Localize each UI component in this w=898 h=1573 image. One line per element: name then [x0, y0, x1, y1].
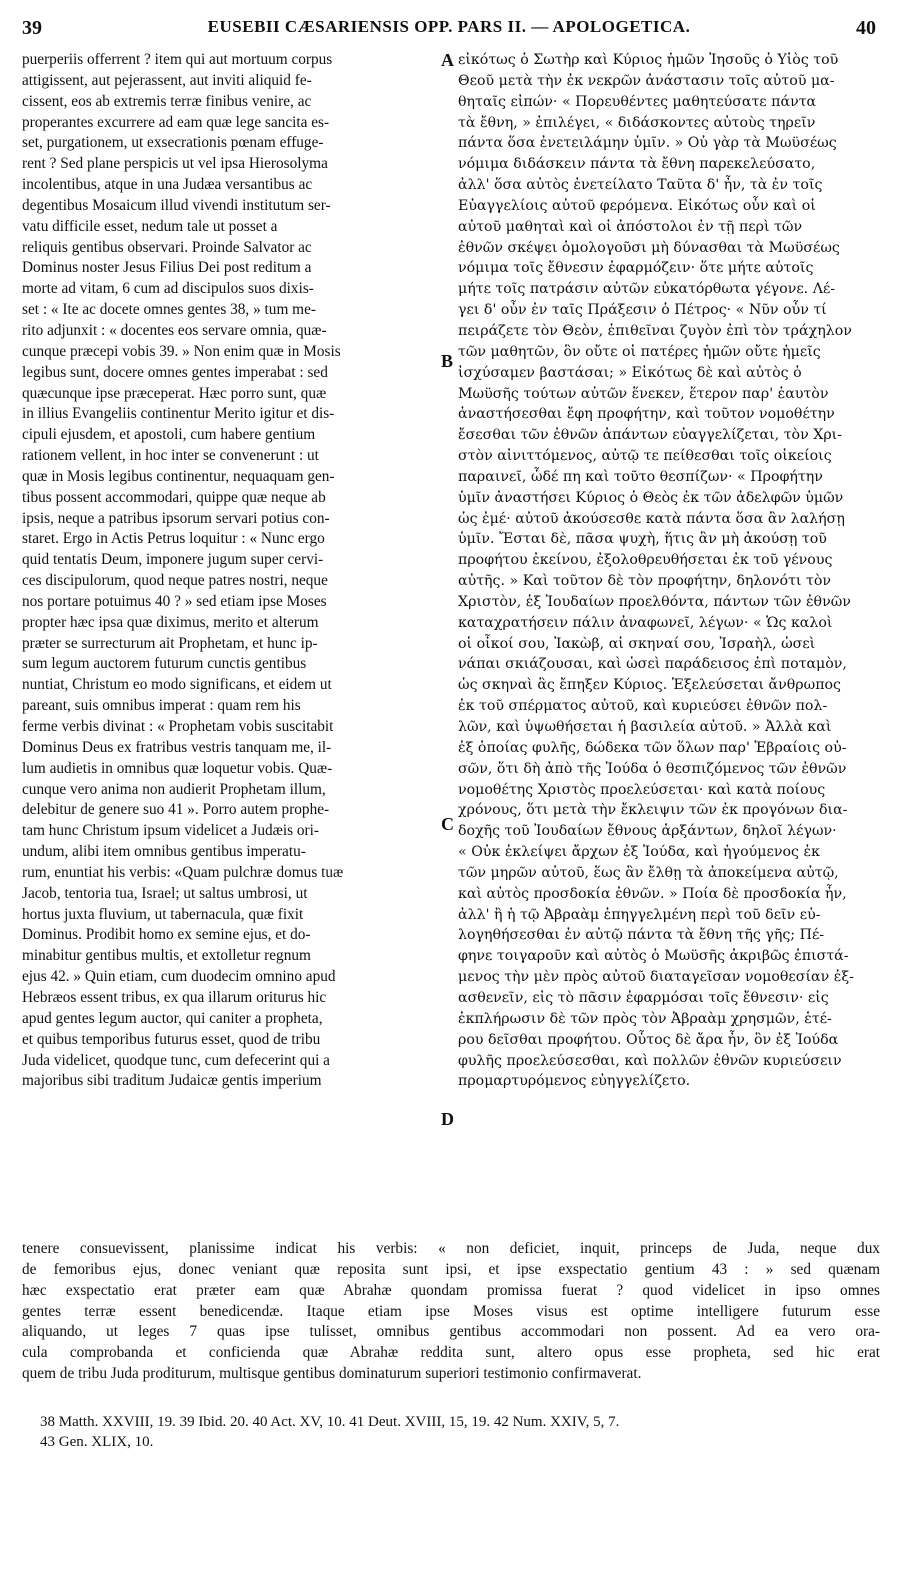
greek-text-line: γει δ' οὖν ἐν ταῖς Πράξεσιν ὁ Πέτρος· « Νῦν οὖν τί [458, 302, 827, 319]
latin-text-line: Hebræos essent tribus, ex qua illarum oriturus hic [22, 988, 327, 1006]
latin-text-line: in illius Evangeliis continentur Merito igitur et dis- [22, 405, 335, 423]
full-width-text-line: tenere consuevissent, planissime indicat his verbis: « non deficiet, inquit, princeps de Juda, neque dux [22, 1240, 880, 1257]
latin-text-line: hortus juxta fluvium, ut tabernacula, quæ fixit [22, 905, 304, 923]
margin-marker-c: C [441, 814, 454, 834]
full-width-text [22, 1239, 880, 1385]
greek-text-line: δοχῆς τοῦ Ἰουδαίων ἔθνους ἀρξάντων, δηλοῖ λέγων· [458, 823, 837, 840]
greek-text-line: νόμιμα διδάσκειν πάντα τὰ ἔθνη παρεκελεύσατο, [458, 156, 816, 173]
greek-text-line: ἰσχύσαμεν βαστάσαι; » Εἰκότως δὲ καὶ αὐτὸς ὁ [458, 364, 802, 381]
greek-text-line: ἔσεσθαι τῶν ἐθνῶν ἁπάντων εὐαγγελίζεται, τὸν Χρι- [458, 427, 843, 444]
greek-text-line: ὡς σκηναὶ ἃς ἔπηξεν Κύριος. Ἐξελεύσεται ἄνθρωπος [458, 677, 842, 694]
latin-column [22, 50, 440, 1092]
footnote-line: 43 Gen. XLIX, 10. [40, 1434, 154, 1450]
latin-text-line: propter hæc ipsa quæ diximus, merito et alterum [22, 613, 319, 631]
greek-text-line: ἐκ τοῦ σπέρματος αὐτοῦ, καὶ κυριεύσει ἐθνῶν πολ- [458, 698, 828, 715]
latin-text-line: rito adjunxit : « docentes eos servare omnia, quæ- [22, 321, 327, 339]
greek-text-line: ἀναστήσεσθαι ἔφη προφήτην, καὶ τοῦτον νομοθέτην [458, 406, 835, 423]
margin-marker-a: A [441, 50, 454, 70]
latin-text-line: apud gentes legum auctor, qui caniter a propheta, [22, 1009, 323, 1027]
latin-text-line: tibus possent accommodari, quippe quæ neque ab [22, 488, 326, 506]
latin-text-line: nuntiat, Christum eo modo significans, et eidem ut [22, 676, 332, 694]
full-width-text-line: aliquando, ut leges 7 quas ipse tulisset, omnibus gentibus accommodari non possent. Ad ea vero ora- [22, 1323, 880, 1341]
latin-text-line: morte ad vitam, 6 cum ad discipulos suos dixis- [22, 280, 314, 298]
latin-text-line: cipuli ejusdem, et apostoli, cum habere gentium [22, 426, 316, 444]
greek-text-line: τῶν μαθητῶν, ὃν οὔτε οἱ πατέρες ἡμῶν οὔτε ἡμεῖς [458, 343, 821, 360]
latin-text-line: Juda videlicet, quodque tunc, cum defecerint qui a [22, 1051, 330, 1069]
greek-text-line: στὸν αἰνιττόμενος, αὐτῷ τε πείθεσθαι τοῖς οἰκείοις [458, 448, 832, 465]
greek-text-line: χρόνους, ὅτι μετὰ τὴν ἔκλειψιν τῶν ἐκ προγόνων δια- [458, 802, 848, 819]
latin-text-line: vatu difficile esset, nedum tale ut posset a [22, 217, 278, 235]
latin-text-line: Dominus. Prodibit homo ex semine ejus, et do- [22, 926, 311, 944]
full-width-text-line: hæc exspectatio erat præter eam quæ Abrahæ quondam promissa fuerat ? quod videlicet in ipso omnes [22, 1281, 880, 1299]
greek-text-line: ἐθνῶν σκέψει ὁμολογοῦσι μὴ δύνασθαι τὰ Μωϋσέως [458, 239, 840, 256]
greek-text-line: πειράζετε τὸν Θεὸν, ἐπιθεῖναι ζυγὸν ἐπὶ τὸν τράχηλον [458, 322, 852, 339]
greek-text-line: Εὐαγγελίοις αὐτοῦ φερόμενα. Εἰκότως οὖν καὶ οἱ [458, 197, 816, 214]
greek-text-line: « Οὐκ ἐκλείψει ἄρχων ἐξ Ἰούδα, καὶ ἡγούμενος ἐκ [458, 844, 820, 861]
latin-text-line: Dominus noster Jesus Filius Dei post reditum a [22, 259, 312, 277]
greek-text-line: ἐκπλήρωσιν δὲ τῶν πρὸς τὸν Ἀβραὰμ χρησμῶν, ἑτέ- [458, 1010, 832, 1027]
latin-text-line: set : « Ite ac docete omnes gentes 38, » tum me- [22, 301, 316, 319]
page-number-right: 40 [856, 17, 876, 39]
latin-text-line: attigissent, aut pejerassent, aut inviti aliquid fe- [22, 71, 312, 89]
latin-text-line: quæcunque ipse præceperat. Hæc porro sunt, quæ [22, 384, 327, 402]
margin-marker-b: B [441, 351, 454, 371]
greek-text-line: μενος τὴν μὲν πρὸς αὐτοῦ διαταγεῖσαν νομοθεσίαν ἐξ- [458, 969, 854, 986]
latin-text-line: ces discipulorum, quod neque patres nostri, neque [22, 572, 328, 590]
greek-text-line: τὰ ἔθνη, » ἐπιλέγει, « διδάσκοντες αὐτοὺς τηρεῖν [458, 114, 816, 131]
greek-text-line: λογηθήσεσθαι ἐν αὐτῷ πάντα τὰ ἔθνη τῆς γῆς; Πέ- [458, 927, 825, 944]
greek-text-line: νάπαι σκιάζουσαι, καὶ ὡσεὶ παράδεισος ἐπὶ ποταμὸν, [458, 656, 847, 673]
greek-text-line: ἀλλ' ὅσα αὐτὸς ἐνετείλατο Ταῦτα δ' ἦν, τὰ ἐν τοῖς [458, 177, 823, 194]
latin-text-line: legibus sunt, docere omnes gentes imperabat : sed [22, 363, 328, 381]
latin-text-line: rent ? Sed plane perspicis ut vel ipsa Hierosolyma [22, 155, 328, 173]
latin-text-line: degentibus Mosaicum illud vivendi institutum ser- [22, 196, 331, 214]
greek-text-line: παραινεῖ, ὧδέ πη καὶ τοῦτο θεσπίζων· « Προφήτην [458, 468, 823, 485]
latin-text-line: Dominus Deus ex fratribus vestris tanquam me, il- [22, 738, 332, 756]
full-width-text-line: gentes terræ essent benedicendæ. Itaque etiam ipse Moses visus est optime intelligere futurum esse [22, 1302, 880, 1320]
greek-text-line: ἐξ ὁποίας φυλῆς, δώδεκα τῶν ὅλων παρ' Ἑβραίοις οὐ- [458, 739, 847, 756]
greek-text-line: καταχρατήσειν πάλιν ἀναφωνεῖ, λέγων· « Ὡς καλοὶ [458, 614, 833, 631]
latin-text-line: quæ in Mosis legibus continentur, nequaquam gen- [22, 467, 335, 485]
greek-text-line: Μωϋσῆς τούτων αὐτῶν ἕνεκεν, ἕτερον παρ' ἑαυτὸν [458, 385, 829, 402]
greek-text-line: προμαρτυρόμενος εὐηγγελίζετο. [458, 1073, 691, 1090]
latin-text-line: set, purgationem, ut exsecrationis pœnam effuge- [22, 134, 324, 152]
greek-text-line: οἱ οἶκοί σου, Ἰακὼβ, αἱ σκηναί σου, Ἰσραὴλ, ὡσεὶ [458, 635, 816, 652]
greek-text-line: φυλῆς προελεύσεσθαι, καὶ πολλῶν ἐθνῶν κυριεύσειν [458, 1052, 842, 1069]
full-width-text-line: quem de tribu Juda proditurum, multisque gentibus dominaturum superiori testimonio confirmaverat. [22, 1365, 642, 1383]
greek-text-line: πάντα ὅσα ἐνετειλάμην ὑμῖν. » Οὐ γὰρ τὰ Μωϋσέως [458, 135, 837, 152]
latin-text-line: properantes excurrere ad eam quæ lege sancita es- [22, 113, 330, 131]
latin-text-line: Jacob, tentoria tua, Israel; ut saltus umbrosi, ut [22, 884, 308, 902]
greek-text-line: αὐτῆς. » Καὶ τοῦτον δὲ τὸν προφήτην, δηλονότι τὸν [458, 573, 832, 590]
latin-text-line: majoribus sibi traditum Judaicæ gentis imperium [22, 1072, 322, 1090]
greek-text-line: ρου δεῖσθαι προφήτου. Οὗτος δὲ ἄρα ἦν, ὃν ἐξ Ἰούδα [458, 1031, 839, 1048]
greek-text-line: εἰκότως ὁ Σωτὴρ καὶ Κύριος ἡμῶν Ἰησοῦς ὁ Υἱὸς τοῦ [458, 52, 839, 68]
greek-text-line: ἀλλ' ἢ ἡ τῷ Ἀβραὰμ ἐπηγγελμένη περὶ τοῦ δεῖν εὐ- [458, 906, 821, 923]
full-width-text-line: de femoribus ejus, donec veniant quæ reposita sunt ipsi, et ipse exspectatio gentium 43 : » sed quænam [22, 1260, 880, 1278]
latin-text-line: præter se surrecturum ait Prophetam, et hunc ip- [22, 634, 318, 652]
greek-text-line: ὡς ἐμέ· αὐτοῦ ἀκούσεσθε κατὰ πάντα ὅσα ἂν λαλήσῃ [458, 510, 845, 527]
latin-text-line: sum legum auctorem futurum cunctis gentibus [22, 655, 307, 673]
greek-text-line: τῶν μηρῶν αὐτοῦ, ἕως ἂν ἔλθῃ τὰ ἀποκείμενα αὐτῷ, [458, 864, 839, 881]
margin-marker-d: D [441, 1109, 454, 1129]
latin-text-line: ferme verbis divinat : « Prophetam vobis suscitabit [22, 718, 334, 735]
greek-text-line: φηνε τοιγαροῦν καὶ αὐτὸς ὁ Μωϋσῆς ἀκριβῶς ἐπιστά- [458, 948, 849, 965]
greek-text-line: Θεοῦ μετὰ τὴν ἐκ νεκρῶν ἀνάστασιν τοῖς αὐτοῦ μα- [458, 72, 835, 89]
latin-text-line: undum, alibi item omnibus gentibus imperatu- [22, 843, 306, 861]
greek-text-line: προφήτου ἐκείνου, ἐξολοθρευθήσεται ἐκ τοῦ γένους [458, 552, 833, 569]
greek-text-line: ὑμῖν ἀναστήσει Κύριος ὁ Θεὸς ἐκ τῶν ἀδελφῶν ὑμῶν [458, 489, 844, 506]
latin-text-line: delebitur de genere suo 41 ». Porro autem prophe- [22, 801, 330, 819]
greek-text-line: σῶν, ὅτι δὴ ἀπὸ τῆς Ἰούδα ὁ θεσπιζόμενος τῶν ἐθνῶν [458, 760, 847, 777]
latin-text-line: cunque præcepi vobis 39. » Non enim quæ in Mosis [22, 342, 341, 360]
latin-text-line: reliquis gentibus observari. Proinde Salvator ac [22, 238, 312, 256]
latin-text-line: rum, enuntiat his verbis: «Quam pulchræ domus tuæ [22, 863, 344, 881]
greek-text-line: θηταῖς εἰπών· « Πορευθέντες μαθητεύσατε πάντα [458, 93, 817, 110]
footnotes [40, 1412, 880, 1452]
page-header [0, 0, 898, 40]
greek-text-line: λῶν, καὶ ὑψωθήσεται ἡ βασιλεία αὐτοῦ. » Ἀλλὰ καὶ [458, 719, 832, 735]
latin-text-line: et quibus temporibus futurus esset, quod de tribu [22, 1030, 321, 1048]
latin-text-line: rationem vellent, in hoc inter se convenerunt : ut [22, 447, 319, 465]
latin-text-line: cissent, eos ab extremis terræ finibus venire, ac [22, 92, 312, 110]
greek-text-line: ὑμῖν. Ἔσται δὲ, πᾶσα ψυχὴ, ἥτις ἂν μὴ ἀκούσῃ τοῦ [458, 531, 827, 548]
greek-text-line: νομοθέτης Χριστὸς προελεύσεται· καὶ κατὰ ποίους [458, 781, 826, 798]
latin-text-line: nos portare potuimus 40 ? » sed etiam ipse Moses [22, 592, 327, 610]
greek-text-line: καὶ αὐτὸς προσδοκία ἐθνῶν. » Ποία δὲ προσδοκία ἦν, [458, 885, 847, 902]
latin-text-line: cunque vero anima non audierit Prophetam illum, [22, 780, 326, 798]
greek-text-line: Χριστὸν, ἐξ Ἰουδαίων προελθόντα, πάντων τῶν ἐθνῶν [458, 593, 851, 610]
greek-column [458, 50, 880, 1092]
full-width-text-line: cula comprobanda et conficienda quæ Abrahæ reddita sunt, altero opus esse propheta, sed hic erat [22, 1344, 880, 1362]
latin-text-line: staret. Ergo in Actis Petrus loquitur : « Nunc ergo [22, 530, 325, 548]
latin-text-line: ejus 42. » Quin etiam, cum duodecim omnino apud [22, 968, 336, 986]
latin-text-line: incolentibus, atque in una Judæa versantibus ac [22, 176, 313, 194]
latin-text-line: puerperiis offerrent ? item qui aut mortuum corpus [22, 51, 333, 68]
running-title: EUSEBII CÆSARIENSIS OPP. PARS II. — APOLOGETICA. [207, 17, 691, 36]
greek-text-line: μήτε τοῖς πατράσιν αὐτῶν εὐκατόρθωτα γέγονε. Λέ- [458, 281, 836, 298]
greek-text-line: ασθενεῖν, εἰς τὸ πᾶσιν ἐφαρμόσαι τοῖς ἔθνεσιν· εἰς [458, 989, 829, 1006]
latin-text-line: lum audietis in omnibus quæ loquetur vobis. Quæ- [22, 759, 333, 777]
latin-text-line: tam hunc Christum ipsum videlicet a Judæis ori- [22, 822, 319, 840]
page-number-left: 39 [22, 17, 42, 39]
latin-text-line: ipsis, neque a patribus ipsorum servari potius con- [22, 509, 330, 527]
footnote-line: 38 Matth. XXVIII, 19. 39 Ibid. 20. 40 Act. XV, 10. 41 Deut. XVIII, 15, 19. 42 Num. XXIV, 5, 7. [40, 1414, 620, 1430]
latin-text-line: pareant, suis omnibus imperat : quam rem his [22, 697, 301, 715]
greek-text-line: αὐτοῦ μαθηταὶ καὶ οἱ ἀπόστολοι ἐν τῇ περὶ τῶν [458, 218, 803, 235]
latin-text-line: minabitur gentibus multis, et extolletur regnum [22, 947, 311, 965]
latin-text-line: quid tentatis Deum, imponere jugum super cervi- [22, 551, 324, 569]
greek-text-line: νόμιμα τοῖς ἔθνεσιν ἐφαρμόζειν· ὅτε μήτε αὐτοῖς [458, 260, 814, 277]
